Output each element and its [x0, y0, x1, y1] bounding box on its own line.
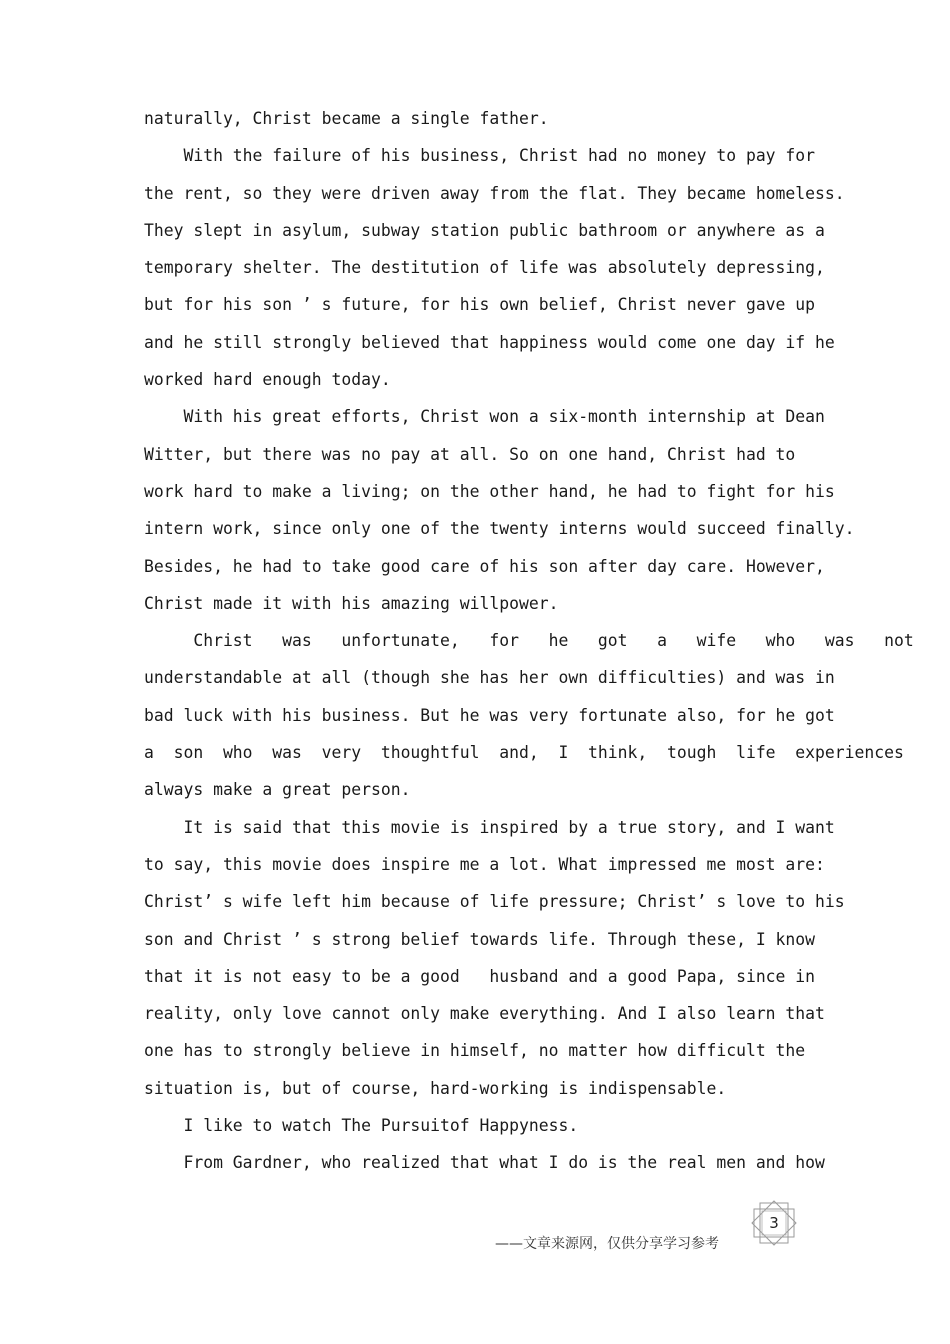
text-line: bad luck with his business. But he was very fortunate also, for he got	[144, 705, 835, 725]
text-line: With the failure of his business, Christ had no money to pay for	[144, 146, 816, 166]
text-line: situation is, but of course, hard-working is indispensable.	[144, 1078, 727, 1098]
text-line: Christ’ s wife left him because of life pressure; Christ’ s love to his	[144, 892, 845, 912]
text-line: worked hard enough today.	[144, 370, 391, 390]
text-line: From Gardner, who realized that what I do is the real men and how	[144, 1153, 825, 1173]
text-line: It is said that this movie is inspired by a true story, and I want	[144, 817, 835, 837]
text-line: but for his son ’ s future, for his own belief, Christ never gave up	[144, 295, 816, 315]
text-line: I like to watch The Pursuitof Happyness.	[144, 1116, 579, 1136]
text-line: a son who was very thoughtful and, I think, tough life experiences	[144, 743, 904, 763]
page-number: 3	[769, 1214, 779, 1232]
text-line: Christ made it with his amazing willpower.	[144, 593, 559, 613]
text-line: They slept in asylum, subway station public bathroom or anywhere as a	[144, 220, 825, 240]
text-line: and he still strongly believed that happiness would come one day if he	[144, 332, 835, 352]
text-line: intern work, since only one of the twenty interns would succeed finally.	[144, 519, 855, 539]
text-line: naturally, Christ became a single father.	[144, 109, 549, 128]
text-line: work hard to make a living; on the other hand, he had to fight for his	[144, 481, 835, 501]
text-line: Christ was unfortunate, for he got a wife who was not	[144, 631, 914, 651]
text-line: one has to strongly believe in himself, no matter how difficult the	[144, 1041, 806, 1061]
page-number-badge	[750, 1199, 798, 1247]
text-line: to say, this movie does inspire me a lot. What impressed me most are:	[144, 854, 825, 874]
text-line: understandable at all (though she has her own difficulties) and was in	[144, 668, 835, 688]
body-text	[144, 100, 914, 1182]
text-line: reality, only love cannot only make everything. And I also learn that	[144, 1004, 825, 1024]
text-line: that it is not easy to be a good husband and a good Papa, since in	[144, 966, 816, 986]
text-line: the rent, so they were driven away from the flat. They became homeless.	[144, 183, 845, 203]
text-line: son and Christ ’ s strong belief towards life. Through these, I know	[144, 929, 816, 949]
text-line: temporary shelter. The destitution of life was absolutely depressing,	[144, 258, 825, 278]
text-line: Besides, he had to take good care of his son after day care. However,	[144, 556, 825, 576]
text-line: With his great efforts, Christ won a six-month internship at Dean	[144, 407, 825, 427]
footer-source-note: ——文章来源网，仅供分享学习参考	[495, 1236, 719, 1252]
text-line: Witter, but there was no pay at all. So on one hand, Christ had to	[144, 444, 796, 464]
text-line: always make a great person.	[144, 780, 411, 800]
